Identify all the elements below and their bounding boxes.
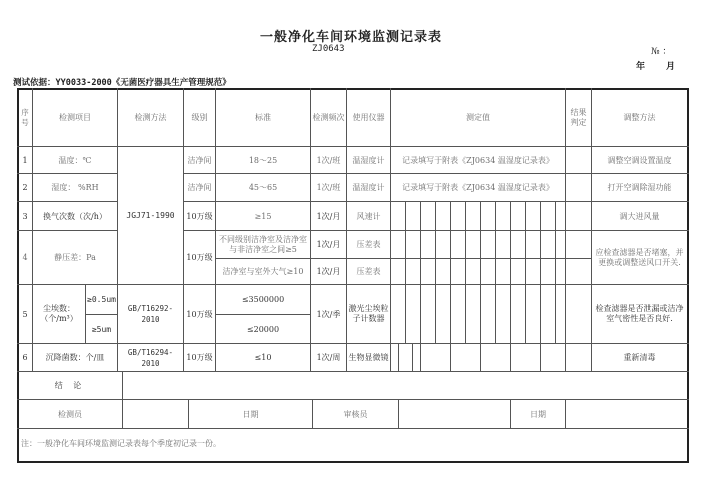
conclusion-field[interactable]: [123, 372, 687, 399]
header-instrument: 使用仪器: [352, 113, 385, 122]
row6-item: 沉降菌数：个/皿: [45, 353, 105, 362]
inspector-label: 检测员: [58, 409, 82, 419]
date-field-2[interactable]: [566, 400, 687, 428]
date-label-1: 日期: [242, 409, 259, 419]
row1-item: 温度：℃: [58, 155, 92, 165]
row5-frequency: 1次/季: [316, 309, 341, 319]
row6-frequency: 1次/周: [316, 353, 341, 362]
row1-frequency: 1次/班: [316, 155, 341, 165]
row5-instrument: 激光尘埃粒子计数器: [348, 304, 389, 323]
header-item: 检测项目: [59, 113, 91, 122]
row4-standard-a: 不同级别洁净室及洁净室与非洁净室之间≥5: [219, 234, 307, 254]
row4-frequency-a: 1次/月: [316, 240, 341, 249]
row4-level: 10万级: [186, 253, 213, 262]
row2-level: 洁净间: [187, 183, 212, 192]
row3-seq: 3: [22, 211, 28, 221]
row3-standard: ≥15: [254, 211, 272, 221]
row5-adjust: 检查滤器是否泄漏或洁净室气密性是否良好.: [595, 304, 684, 323]
row5-method: GB/T16292-2010: [127, 304, 174, 324]
row3-frequency: 1次/月: [316, 211, 341, 221]
row6-level: 10万级: [186, 353, 213, 362]
row2-seq: 2: [22, 183, 28, 192]
month-label: 月: [666, 62, 676, 72]
row2-adjust: 打开空调除湿功能: [607, 183, 672, 192]
row4-item: 静压差：Pa: [54, 253, 96, 262]
row2-instrument: 温湿度计: [352, 183, 385, 192]
year-label: 年: [636, 62, 646, 72]
row1-adjust: 调整空调设置温度: [607, 155, 672, 165]
footer-note: 注：一般净化车间环境监测记录表每个季度初记录一份。: [21, 438, 221, 448]
row5-standard-a: ≤3500000: [241, 295, 285, 304]
row4-standard-b: 洁净室与室外大气≥10: [222, 267, 304, 276]
header-seq: 序号: [21, 107, 29, 127]
header-judgment: 结果判定: [570, 107, 587, 127]
row3-instrument: 风速计: [356, 211, 381, 221]
row4-instrument-a: 压差表: [356, 240, 381, 249]
row5-level: 10万级: [186, 309, 213, 319]
date-label-2: 日期: [530, 409, 546, 419]
header-measured: 测定值: [466, 113, 490, 122]
reviewer-label: 审核员: [343, 409, 368, 419]
row3-adjust: 调大进风量: [619, 211, 660, 221]
reviewer-field[interactable]: [399, 400, 510, 428]
page-title: 一般净化车间环境监测记录表: [259, 30, 442, 45]
row3-level: 10万级: [186, 211, 213, 221]
row5-item: 尘埃数：（个/m³）: [40, 304, 78, 323]
doc-code: ZJ0643: [312, 44, 345, 54]
header-level: 级别: [191, 113, 208, 122]
conclusion-label: 结 论: [54, 381, 86, 390]
row2-item: 湿度： %RH: [51, 183, 99, 192]
row4-adjust: 应检查滤器是否堵塞，并更换或调整送风口开关.: [595, 247, 684, 267]
row2-frequency: 1次/班: [316, 183, 341, 192]
row6-method: GB/T16294-2010: [127, 347, 174, 368]
row3-item: 换气次数（次/h）: [43, 211, 107, 221]
row5-seq: 5: [22, 309, 28, 319]
row1-instrument: 温湿度计: [352, 155, 385, 165]
row2-measured: 记录填写于附表《ZJ0634 温湿度记录表》: [402, 183, 554, 192]
row1-measured: 记录填写于附表《ZJ0634 温湿度记录表》: [402, 155, 554, 165]
row4-frequency-b: 1次/月: [316, 267, 341, 276]
row1-seq: 1: [22, 155, 28, 165]
row6-instrument: 生物显微镜: [348, 352, 389, 362]
shared-method: JGJ71-1990: [126, 211, 175, 220]
test-basis: 测试依据：YY0033-2000《无菌医疗器具生产管理规范》: [13, 78, 231, 88]
header-standard: 标准: [255, 113, 271, 122]
row5-standard-b: ≤20000: [246, 324, 280, 334]
header-adjust: 调整方法: [623, 113, 656, 122]
row2-standard: 45～65: [248, 183, 278, 192]
header-method: 检测方法: [134, 113, 167, 122]
inspector-field[interactable]: [123, 400, 188, 428]
header-frequency: 检测频次: [312, 113, 345, 122]
row6-adjust: 重新清毒: [623, 353, 656, 362]
row5-sub-a: ≥0.5um: [87, 295, 116, 304]
row4-seq: 4: [22, 253, 28, 262]
row5-sub-b: ≥5um: [91, 324, 112, 334]
row4-instrument-b: 压差表: [356, 267, 381, 276]
row1-level: 洁净间: [187, 155, 212, 165]
row6-seq: 6: [22, 353, 28, 362]
row1-standard: 18～25: [248, 155, 278, 165]
number-label: № ：: [651, 47, 672, 57]
row6-standard: ≤10: [254, 353, 272, 362]
